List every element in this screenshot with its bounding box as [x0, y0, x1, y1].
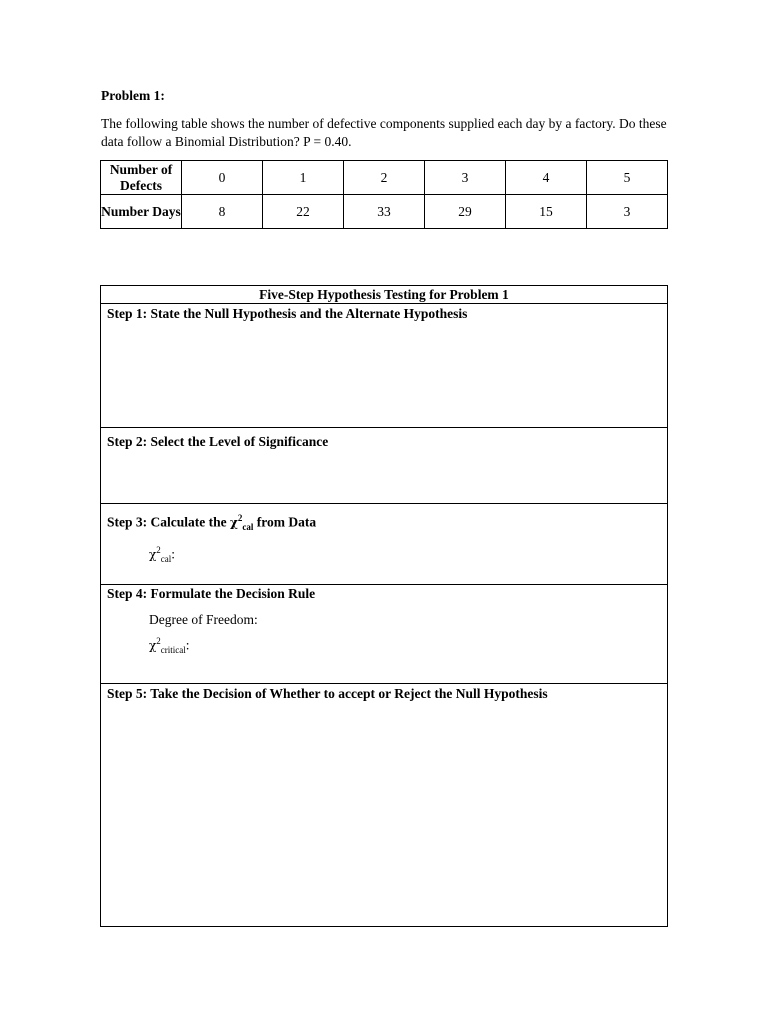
defects-cell: 3	[425, 161, 506, 195]
chi-critical-colon: :	[185, 637, 190, 653]
chi-cal-field	[149, 545, 661, 564]
chi-critical-field	[149, 636, 661, 655]
chi-cal-colon: :	[171, 546, 176, 562]
chi-superscript: 2	[156, 545, 161, 556]
defects-cell: 4	[506, 161, 587, 195]
chi-symbol: χ	[149, 638, 157, 653]
step1-cell[interactable]	[101, 304, 668, 428]
problem-heading: Problem 1:	[101, 88, 165, 103]
days-row	[101, 195, 668, 229]
step1-label: Step 1: State the Null Hypothesis and the Alternate Hypothesis	[107, 306, 468, 321]
step3-label-post: from Data	[253, 514, 317, 530]
chi-cal-subscript: cal	[160, 554, 172, 565]
chi-symbol: χ	[229, 515, 238, 530]
defects-cell: 2	[344, 161, 425, 195]
defects-cell: 0	[182, 161, 263, 195]
days-cell: 33	[344, 195, 425, 229]
step2-label: Step 2: Select the Level of Significance	[107, 434, 329, 449]
chi-subscript: cal	[242, 522, 254, 533]
chi-symbol: χ	[149, 547, 157, 562]
step3-cell[interactable]	[101, 504, 668, 585]
step5-label: Step 5: Take the Decision of Whether to accept or Reject the Null Hypothesis	[107, 686, 548, 701]
days-cell: 22	[263, 195, 344, 229]
defects-row	[101, 161, 668, 195]
step3-label-pre: Step 3: Calculate the	[107, 514, 230, 530]
days-cell: 15	[506, 195, 587, 229]
row-label-defects: Number of Defects	[101, 161, 182, 195]
step2-cell[interactable]	[101, 428, 668, 504]
chi-critical-subscript: critical	[160, 645, 186, 656]
defects-table	[100, 160, 668, 229]
degree-of-freedom-label: Degree of Freedom:	[149, 612, 258, 627]
chi-superscript: 2	[237, 513, 243, 523]
step3-label	[107, 510, 661, 535]
step5-cell[interactable]	[101, 684, 668, 927]
step4-cell[interactable]	[101, 585, 668, 684]
defects-cell: 5	[587, 161, 668, 195]
chi-superscript: 2	[156, 636, 161, 646]
days-cell: 29	[425, 195, 506, 229]
problem-intro: The following table shows the number of defective components supplied each day by a factory. Do these data follow a Binomial Distribution? P = 0.40.	[101, 116, 667, 149]
days-cell: 3	[587, 195, 668, 229]
row-label-days: Number Days	[101, 195, 182, 229]
steps-title: Five-Step Hypothesis Testing for Problem 1	[101, 286, 668, 304]
days-cell: 8	[182, 195, 263, 229]
defects-cell: 1	[263, 161, 344, 195]
step4-label: Step 4: Formulate the Decision Rule	[107, 586, 316, 601]
hypothesis-steps-table	[100, 285, 668, 927]
